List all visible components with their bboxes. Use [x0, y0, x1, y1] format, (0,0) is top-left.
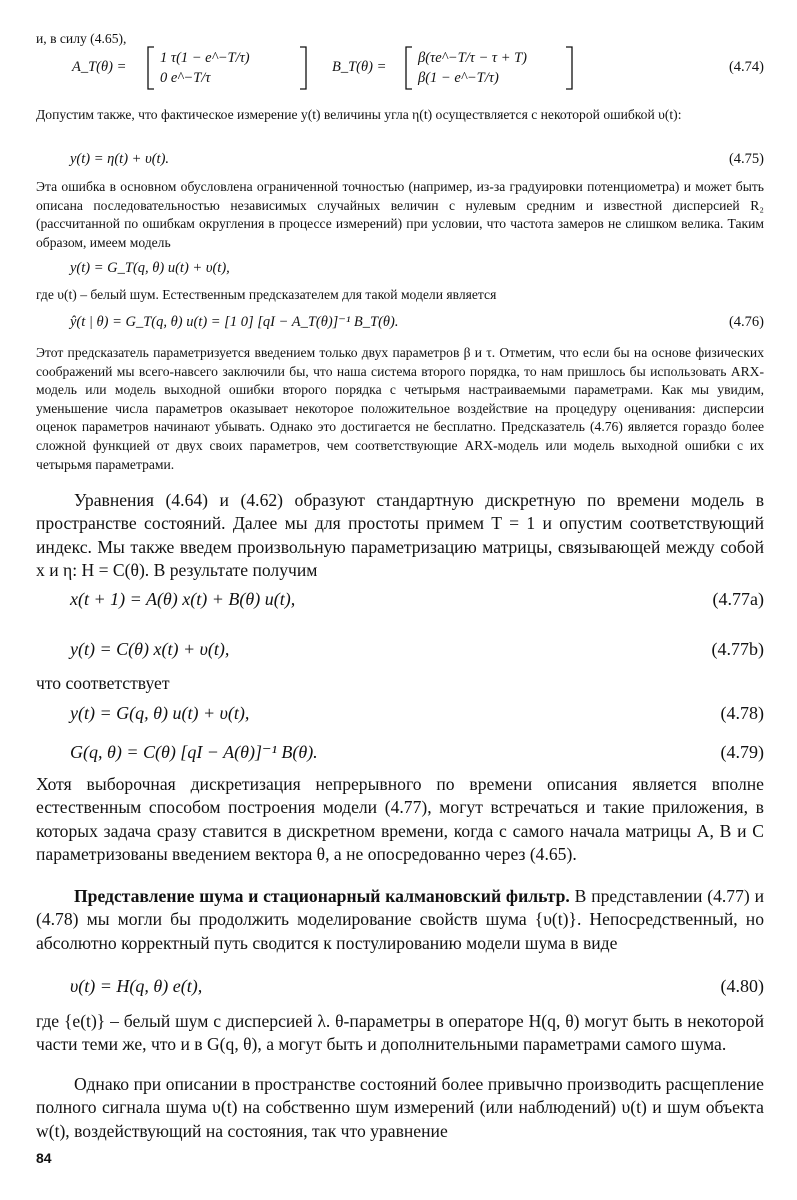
- intro-line: и, в силу (4.65),: [36, 31, 127, 46]
- equation-number: (4.77b): [711, 639, 764, 659]
- equation-4-75: [70, 149, 764, 169]
- equation-body: y(t) = G_T(q, θ) u(t) + υ(t),: [70, 260, 230, 276]
- equation-number: (4.78): [720, 703, 764, 723]
- matrix-a-row2: 0 e^−T/τ: [160, 70, 211, 86]
- left-bracket-icon: [404, 46, 414, 90]
- matrix-equation-4-74: [36, 42, 764, 98]
- paragraph-white-noise: где υ(t) – белый шум. Естественным предсказателем для такой модели является: [36, 287, 497, 302]
- paragraph-text: В представлении (4.77) и (4.78) мы могли бы продолжить моделирование свойств шума {υ(t)}. Непосредственный, но абсолютно корректный путь сводится к постулированию модели шума в виде: [36, 886, 764, 953]
- paragraph-splitting: Однако при описании в пространстве состояний более привычно производить расщепление полного сигнала шума υ(t) на собственно шум измерений (или наблюдений) υ(t) и шум объекта w(t), воздействующий на состояния, так что уравнение: [36, 1074, 764, 1141]
- equation-body: y(t) = C(θ) x(t) + υ(t),: [70, 639, 230, 659]
- equation-4-76: [70, 312, 764, 332]
- equation-body: υ(t) = H(q, θ) e(t),: [70, 976, 203, 996]
- equation-number: (4.75): [728, 151, 764, 167]
- equation-number: (4.76): [728, 314, 764, 330]
- matrix-a-label: A_T(θ) =: [72, 59, 127, 75]
- equation-body: x(t + 1) = A(θ) x(t) + B(θ) u(t),: [70, 589, 296, 609]
- paragraph-error: Эта ошибка в основном обусловлена ограниченной точностью (например, из-за градуировки потенциометра) и может быть описана последовательностью независимых случайных величин с нулевым средним и известной дисперсией R₂ (рассчитанной по ошибкам округления в процессе измерений) при условии, что частота замеров не слишком велика. Таким образом, имеем модель: [36, 179, 764, 250]
- equation-number: (4.77a): [712, 589, 764, 609]
- left-bracket-icon: [146, 46, 156, 90]
- section-heading: Представление шума и стационарный калмановский фильтр.: [74, 886, 570, 906]
- equation-number: (4.74): [728, 59, 764, 75]
- equation-4-77a: [70, 587, 764, 611]
- equation-body: y(t) = G(q, θ) u(t) + υ(t),: [70, 703, 250, 723]
- equation-4-80: [70, 974, 764, 998]
- paragraph-predictor: Этот предсказатель параметризуется введением только двух параметров β и τ. Отметим, что если бы на основе физических соображений мы всего-навсего заключили бы, что наша система второго порядка, то нам пришлось бы использовать ARX-модель или модель выходной ошибки второго порядка с четырьмя настраиваемыми параметрами. Как мы увидим, уменьшение числа параметров оказывает некоторое положительное воздействие на процедуру оценивания: дисперсии оценок параметров начинают убывать. Однако это достигается не бесплатно. Предсказатель (4.76) является гораздо более сложной функцией от двух своих параметров, чем соответствующие ARX-модель или модель выходной ошибки с их четырьмя параметрами.: [36, 345, 764, 472]
- paragraph-white-noise-variance: где {e(t)} – белый шум с дисперсией λ. θ-параметры в операторе H(q, θ) могут быть в некоторой части теми же, что и в G(q, θ), а могут быть и дополнительными параметрами самого шума.: [36, 1011, 764, 1055]
- equation-number: (4.79): [720, 742, 764, 762]
- equation-model: [70, 258, 764, 278]
- matrix-b-label: B_T(θ) =: [332, 59, 387, 75]
- right-bracket-icon: [298, 46, 308, 90]
- equation-number: (4.80): [720, 976, 764, 996]
- equation-4-77b: [70, 637, 764, 661]
- matrix-b-row1: β(τe^−T/τ − τ + T): [418, 50, 528, 66]
- equation-4-79: [70, 740, 764, 764]
- paragraph-state-space: Уравнения (4.64) и (4.62) образуют стандартную дискретную по времени модель в пространстве состояний. Далее мы для простоты примем T = 1 и опустим соответствующий индекс. Мы также введем произвольную параметризацию матрицы, связывающей между собой x и η: H = C(θ). В результате получим: [36, 490, 764, 581]
- equation-body: ŷ(t | θ) = G_T(q, θ) u(t) = [1 0] [qI − A_T(θ)]⁻¹ B_T(θ).: [70, 314, 399, 330]
- paragraph-noise-representation: [36, 885, 764, 955]
- matrix-b-row2: β(1 − e^−T/τ): [418, 70, 499, 86]
- equation-body: G(q, θ) = C(θ) [qI − A(θ)]⁻¹ B(θ).: [70, 742, 318, 762]
- equation-4-78: [70, 701, 764, 725]
- matrix-a-row1: 1 τ(1 − e^−T/τ): [160, 50, 250, 66]
- equation-body: y(t) = η(t) + υ(t).: [70, 151, 170, 167]
- paragraph-measurement: Допустим также, что фактическое измерение y(t) величины угла η(t) осуществляется с некоторой ошибкой υ(t):: [36, 107, 682, 122]
- paragraph-corresponds: что соответствует: [36, 673, 170, 693]
- right-bracket-icon: [564, 46, 574, 90]
- paragraph-discretization: Хотя выборочная дискретизация непрерывного по времени описания является вполне естественным способом построения модели (4.77), могут встречаться и такие приложения, в которых задача сразу ставится в дискретном времени, когда с самого начала матрицы A, B и C параметризованы введением вектора θ, а не опосредованно через (4.65).: [36, 774, 764, 865]
- page-number: 84: [36, 1150, 52, 1166]
